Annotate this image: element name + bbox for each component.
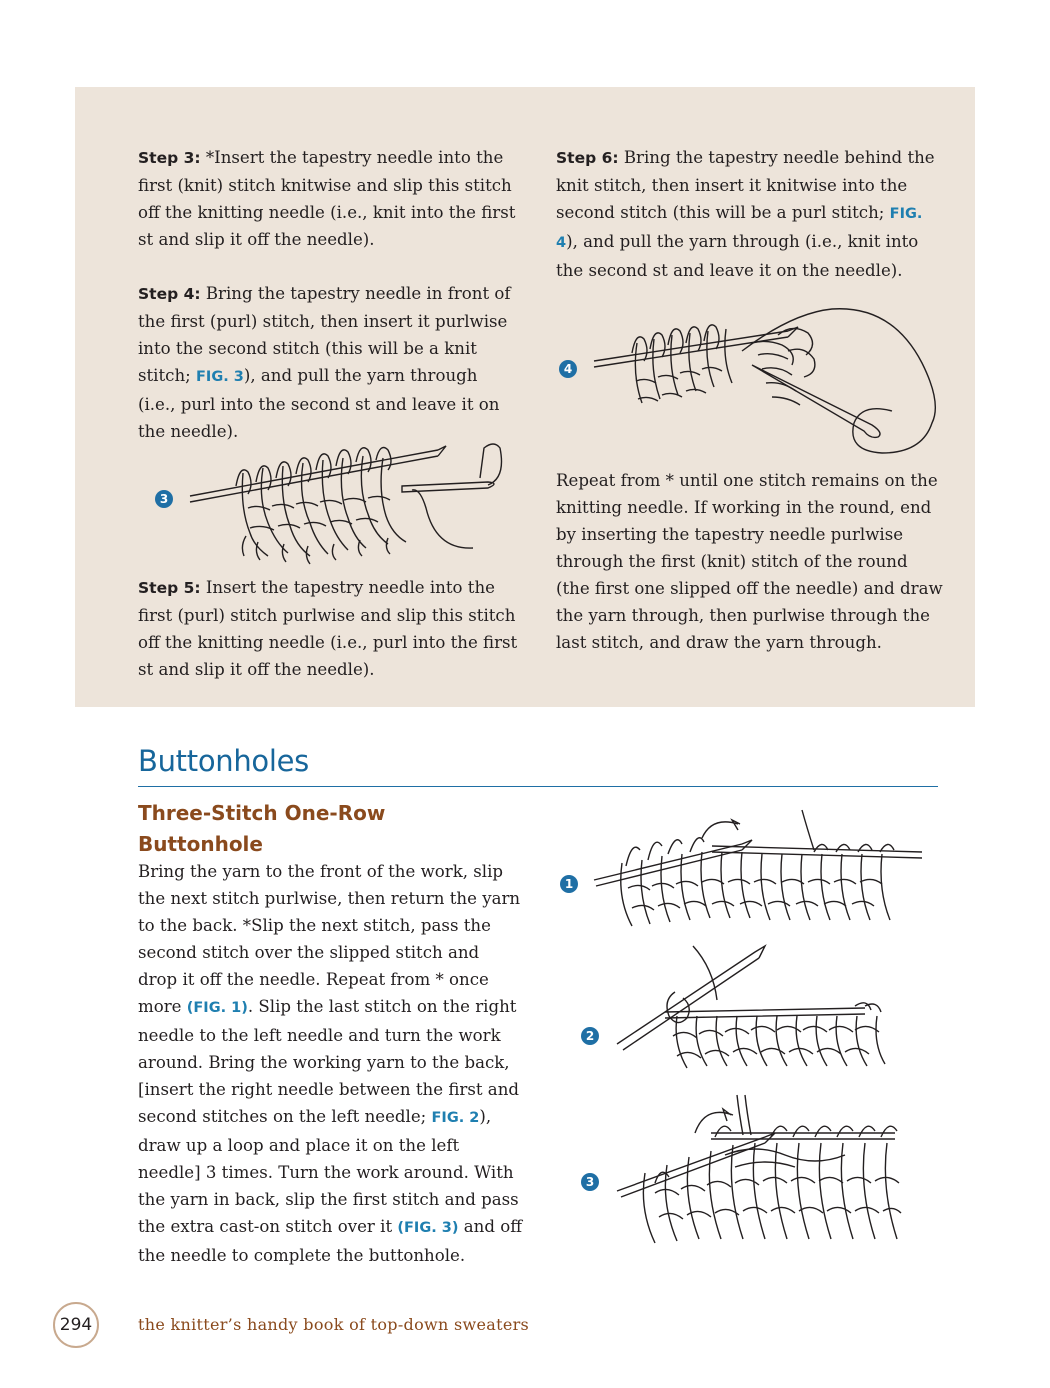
book-title-footer: the knitter’s handy book of top-down sweaters	[138, 1315, 530, 1334]
step-5-label: Step 5:	[138, 579, 201, 597]
figure-4-badge: 4	[559, 360, 577, 378]
step-4	[138, 280, 518, 445]
step-5	[138, 574, 518, 683]
section-rule	[138, 786, 938, 787]
step-4-fig-ref: FIG. 3	[196, 369, 244, 385]
step-6	[556, 144, 946, 284]
buttonhole-fig-1-ref: (FIG. 1)	[186, 1000, 248, 1016]
step-5-text: Insert the tapestry needle into the first (purl) stitch purlwise and slip this stitch off the knitting needle (i.e., purl into the first st and slip it off the needle).	[138, 578, 518, 679]
figure-3-illustration	[188, 438, 508, 568]
section-title: Buttonholes	[138, 744, 309, 778]
buttonhole-text-1: Bring the yarn to the front of the work, slip the next stitch purlwise, then return the yarn to the back. *Slip the next stitch, pass the second stitch over the slipped stitch and drop it off the needle. Repeat from * once more	[138, 862, 521, 1016]
repeat-instruction: Repeat from * until one stitch remains on the knitting needle. If working in the round, end by inserting the tapestry needle purlwise through the first (knit) stitch of the round (the first one slipped off the needle) and draw the yarn through, then purlwise through the last stitch, and draw the yarn through.	[556, 471, 943, 652]
step-6-fig-ref: FIG. 4	[556, 206, 923, 251]
buttonhole-figure-1	[592, 808, 932, 933]
panel-left-column-bottom	[138, 574, 518, 683]
figure-4-illustration	[592, 303, 952, 463]
step-3	[138, 144, 518, 253]
step-3-text: *Insert the tapestry needle into the first (knit) stitch knitwise and slip this stitch off the knitting needle (i.e., knit into the first st and slip it off the needle).	[138, 148, 516, 249]
buttonhole-figure-3	[615, 1093, 915, 1258]
buttonhole-figure-2	[615, 940, 905, 1075]
buttonhole-fig-2-ref: FIG. 2	[431, 1110, 480, 1126]
step-6-label: Step 6:	[556, 149, 619, 167]
figure-3-badge: 3	[155, 490, 173, 508]
buttonhole-text-4: and off the needle to complete the buttonhole.	[138, 1217, 523, 1265]
step-4-text-a: Bring the tapestry needle in front of the first (purl) stitch, then insert it purlwise into the second stitch (this will be a knit stitch;	[138, 284, 511, 385]
panel-right-column	[556, 144, 946, 284]
step-6-text-a: Bring the tapestry needle behind the knit stitch, then insert it knitwise into the second stitch (this will be a purl stitch;	[556, 148, 935, 222]
section-subtitle: Three-Stitch One-Row Buttonhole	[138, 801, 386, 856]
step-4-label: Step 4:	[138, 285, 201, 303]
panel-left-column	[138, 144, 518, 445]
buttonhole-text-2: . Slip the last stitch on the right needle to the left needle and turn the work around. Bring the working yarn to the back, [insert the right needle between the first and second stitches on the left needle;	[138, 997, 519, 1126]
buttonhole-figure-1-badge: 1	[560, 875, 578, 893]
step-4-text-b: ), and pull the yarn through (i.e., purl into the second st and leave it on the needle).	[138, 366, 500, 441]
buttonhole-instructions	[138, 858, 523, 1269]
page-number: 294	[53, 1302, 99, 1348]
step-6-text-b: ), and pull the yarn through (i.e., knit into the second st and leave it on the needle).	[556, 232, 919, 280]
buttonhole-fig-3-ref: (FIG. 3)	[397, 1220, 459, 1236]
buttonhole-figure-2-badge: 2	[581, 1027, 599, 1045]
buttonhole-text-3: ), draw up a loop and place it on the left needle] 3 times. Turn the work around. With the yarn in back, slip the first stitch and pass the extra cast-on stitch over it	[138, 1107, 519, 1236]
buttonhole-paragraph	[138, 858, 523, 1269]
panel-right-column-bottom	[556, 467, 946, 656]
step-3-label: Step 3:	[138, 149, 201, 167]
buttonhole-figure-3-badge: 3	[581, 1173, 599, 1191]
